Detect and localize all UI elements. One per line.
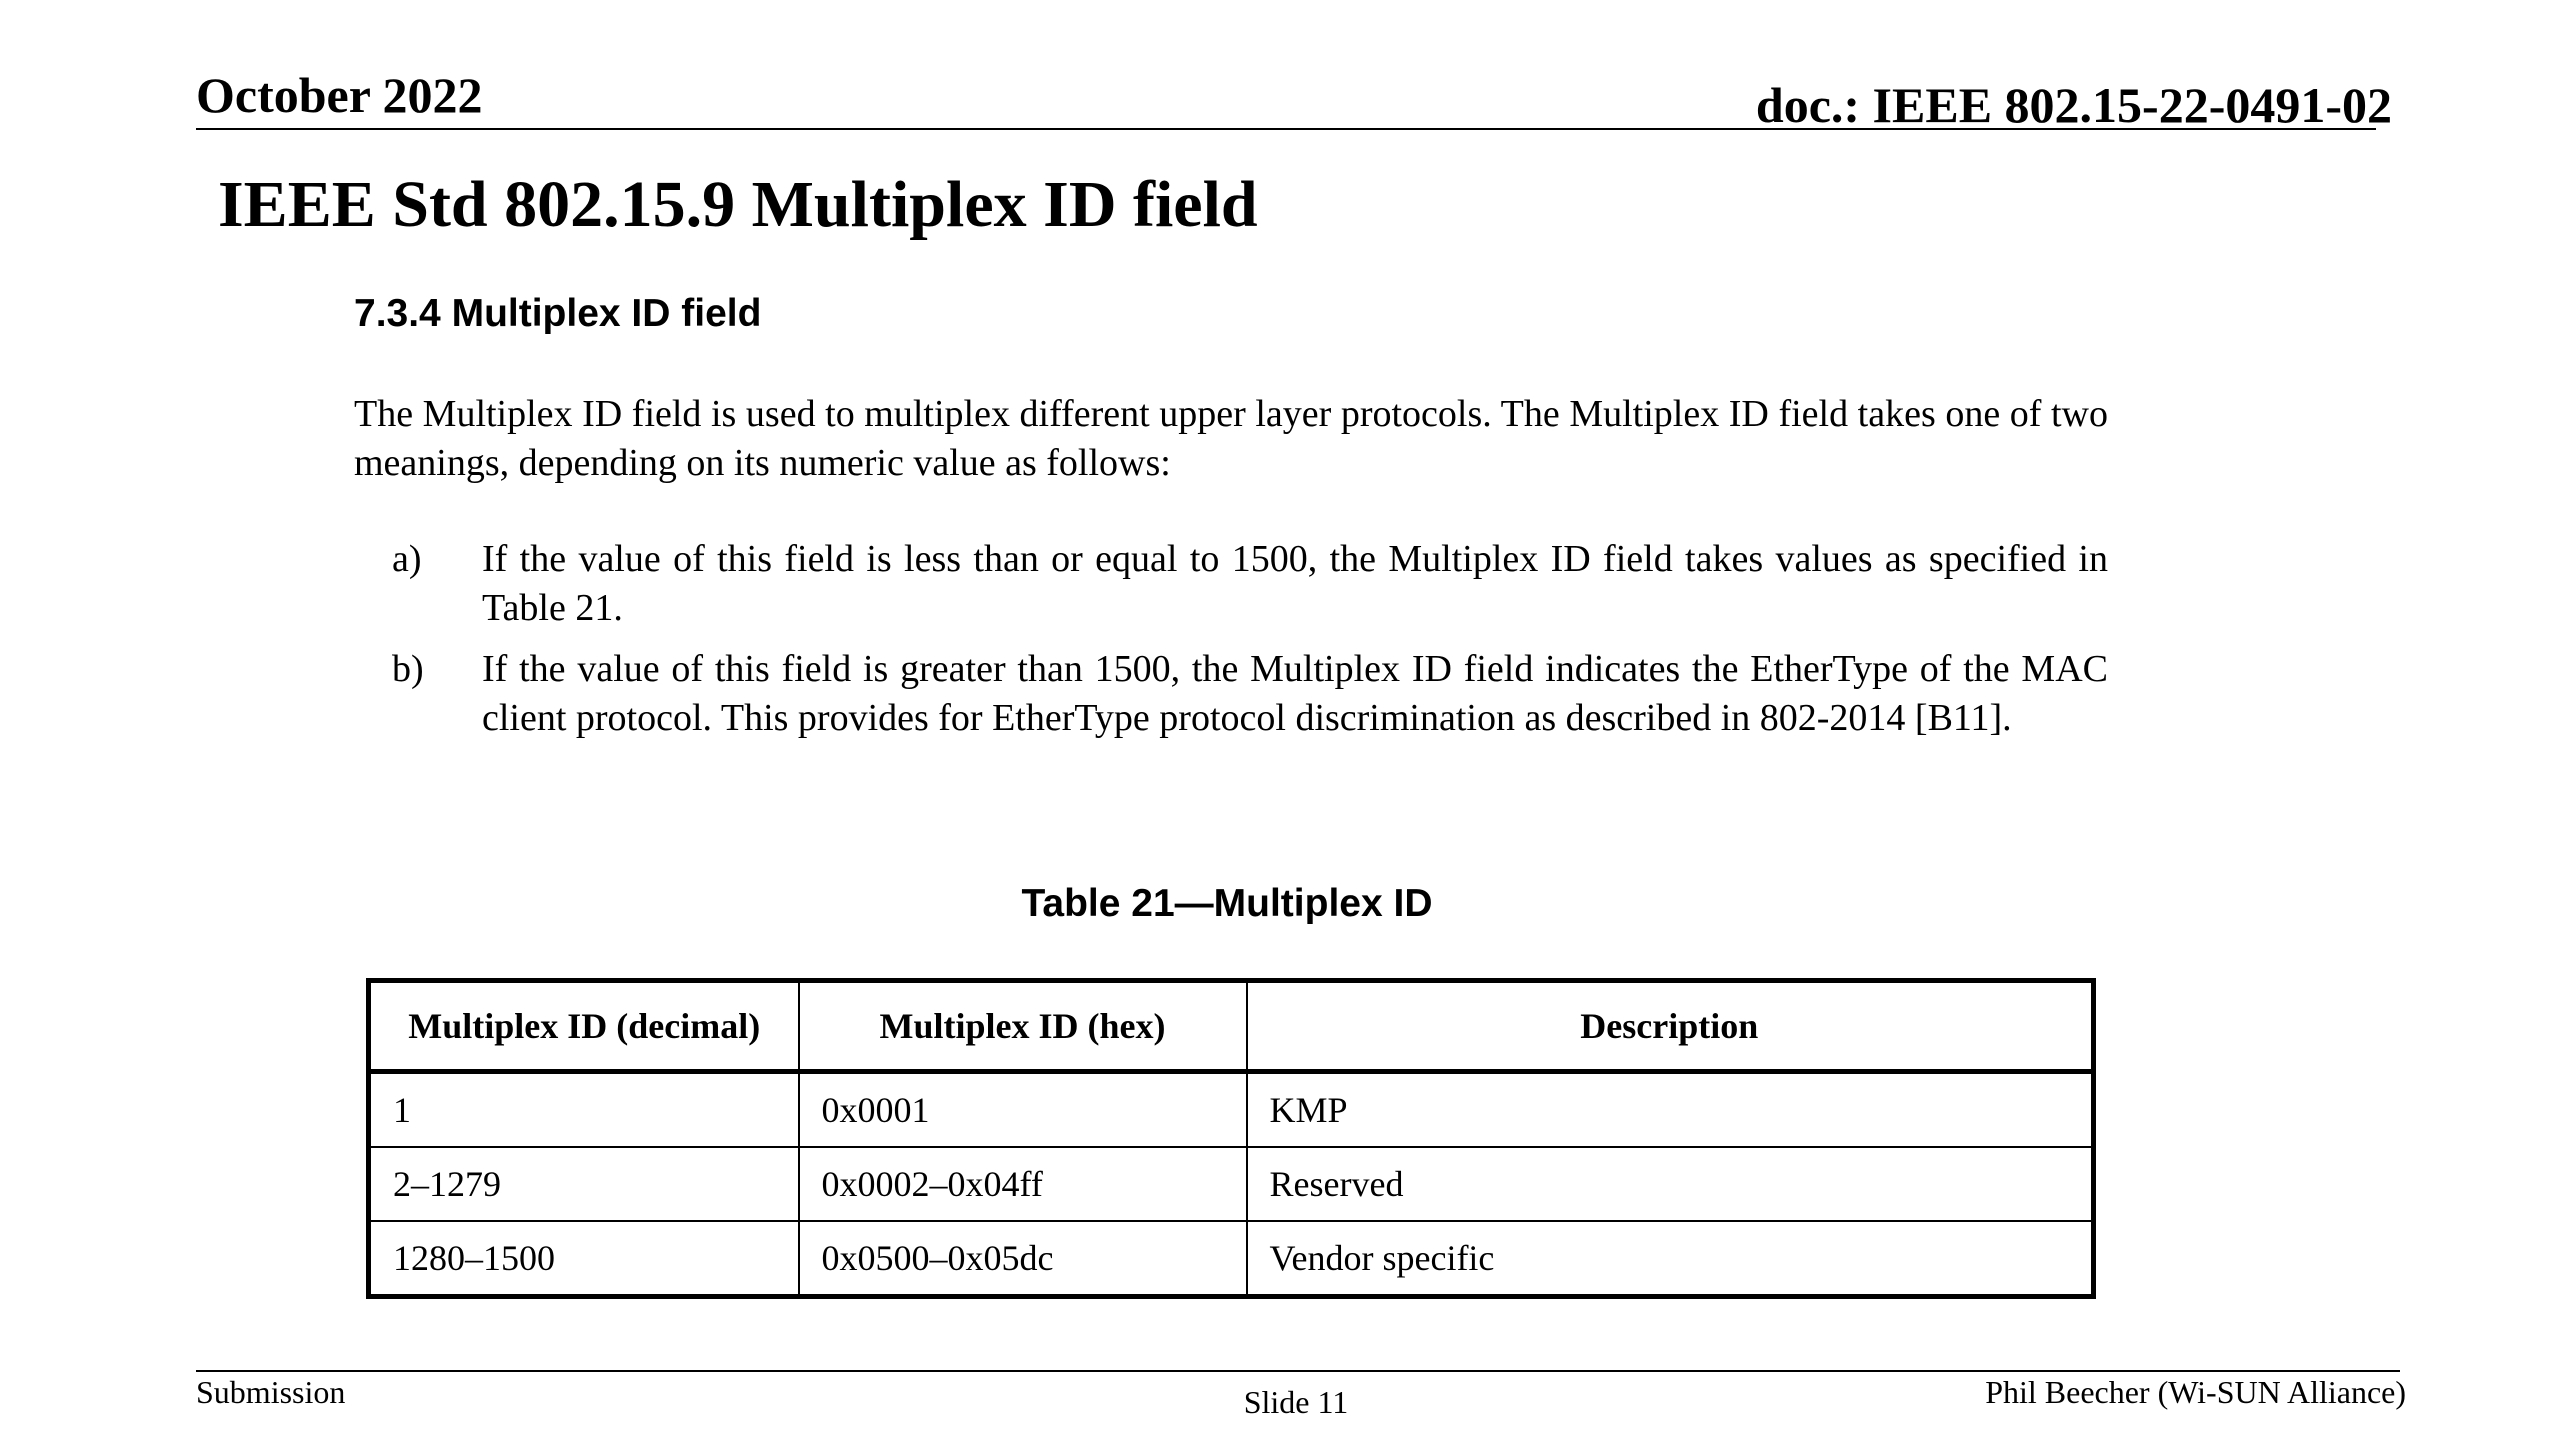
column-header-hex: Multiplex ID (hex) [799, 981, 1247, 1072]
table-row [369, 1147, 2094, 1221]
table-row [369, 1221, 2094, 1297]
footer-submission: Submission [196, 1374, 346, 1410]
list-item [392, 645, 2108, 743]
header-date: October 2022 [196, 67, 483, 123]
cell-decimal: 1 [369, 1072, 799, 1148]
list-marker: b) [392, 648, 424, 690]
footer-author: Phil Beecher (Wi-SUN Alliance) [1985, 1374, 2406, 1410]
header-doc-id: doc.: IEEE 802.15-22-0491-02 [1755, 77, 2392, 133]
slide-title: IEEE Std 802.15.9 Multiplex ID field [218, 168, 1258, 241]
cell-description: Reserved [1247, 1147, 2094, 1221]
list-item-text: If the value of this field is less than or equal to 1500, the Multiplex ID field takes values as specified in Table 21. [482, 538, 2108, 629]
intro-paragraph: The Multiplex ID field is used to multiplex different upper layer protocols. The Multiplex ID field takes one of two meanings, depending on its numeric value as follows: [354, 393, 2108, 484]
list-item [392, 535, 2108, 633]
table-caption: Table 21—Multiplex ID [1021, 882, 1433, 925]
footer-divider [196, 1370, 2400, 1372]
column-header-description: Description [1247, 981, 2094, 1072]
table-row [369, 1072, 2094, 1148]
cell-hex: 0x0002–0x04ff [799, 1147, 1247, 1221]
table-header-row [369, 981, 2094, 1072]
column-header-decimal: Multiplex ID (decimal) [369, 981, 799, 1072]
cell-description: KMP [1247, 1072, 2094, 1148]
cell-hex: 0x0001 [799, 1072, 1247, 1148]
clause-heading: 7.3.4 Multiplex ID field [354, 292, 762, 335]
footer-slide-number: Slide 11 [1243, 1384, 1349, 1420]
multiplex-id-table [366, 978, 2096, 1299]
cell-description: Vendor specific [1247, 1221, 2094, 1297]
list-marker: a) [392, 538, 422, 580]
header-divider [196, 128, 2376, 130]
cell-hex: 0x0500–0x05dc [799, 1221, 1247, 1297]
list-item-text: If the value of this field is greater than 1500, the Multiplex ID field indicates the EtherType of the MAC client protocol. This provides for EtherType protocol discrimination as described in 802-2014 [B11]. [482, 648, 2108, 739]
value-meaning-list [392, 535, 2108, 755]
cell-decimal: 2–1279 [369, 1147, 799, 1221]
cell-decimal: 1280–1500 [369, 1221, 799, 1297]
